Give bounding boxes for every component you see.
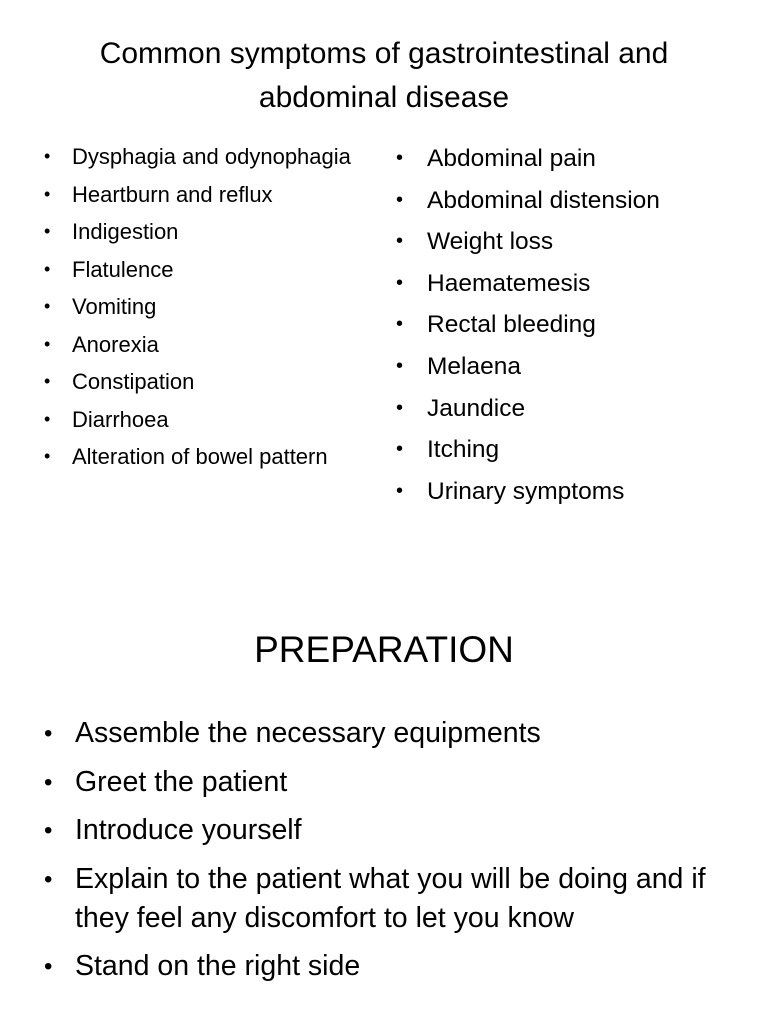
list-item-label: Itching xyxy=(427,436,500,464)
list-item-label: Alteration of bowel pattern xyxy=(72,444,328,469)
list-item xyxy=(44,254,374,285)
list-item-label: Vomiting xyxy=(72,294,157,319)
bullet-icon: • xyxy=(44,953,53,980)
bullet-icon: • xyxy=(396,271,404,294)
bullet-icon: • xyxy=(44,183,51,204)
list-item xyxy=(44,441,374,472)
list-item xyxy=(44,366,374,397)
bullet-icon: • xyxy=(44,296,51,316)
preparation-list xyxy=(44,714,734,996)
list-item xyxy=(44,714,734,753)
bullet-icon: • xyxy=(396,313,404,336)
list-item xyxy=(396,142,756,175)
bullet-icon: • xyxy=(396,479,404,502)
list-item-label: Assemble the necessary equipments xyxy=(75,717,541,749)
list-item xyxy=(396,433,756,466)
symptom-list-right xyxy=(396,142,756,516)
bullet-icon: • xyxy=(44,720,53,747)
list-item-label: Jaundice xyxy=(427,394,526,422)
slide-title: Common symptoms of gastrointestinal and abdominal disease xyxy=(99,37,669,114)
bullet-icon: • xyxy=(44,221,51,241)
list-item xyxy=(396,350,756,383)
list-item-label: Weight loss xyxy=(427,228,554,256)
list-item xyxy=(396,475,756,508)
bullet-icon: • xyxy=(44,446,51,466)
list-item-label: Haematemesis xyxy=(427,269,591,297)
bullet-icon: • xyxy=(396,230,404,253)
list-item xyxy=(44,947,734,986)
list-item-label: Greet the patient xyxy=(75,765,288,798)
bullet-icon: • xyxy=(44,817,53,844)
list-item-label: Explain to the patient what you will be doing and if they feel any discomfort to let you know xyxy=(75,862,706,934)
bullet-icon: • xyxy=(44,768,53,796)
list-item-label: Flatulence xyxy=(72,256,174,282)
bullet-icon: • xyxy=(396,188,404,211)
list-item-label: Indigestion xyxy=(72,219,179,244)
list-item-label: Rectal bleeding xyxy=(427,311,596,339)
bullet-icon: • xyxy=(396,396,404,419)
list-item xyxy=(44,291,374,322)
list-item-label: Anorexia xyxy=(72,331,159,357)
bullet-icon: • xyxy=(44,865,53,893)
list-item xyxy=(396,392,756,425)
list-item-label: Stand on the right side xyxy=(75,950,361,982)
list-item-label: Abdominal pain xyxy=(427,145,596,172)
list-item xyxy=(44,329,374,360)
list-item-label: Heartburn and reflux xyxy=(72,181,273,207)
list-item xyxy=(396,308,756,341)
bullet-icon: • xyxy=(396,438,404,461)
slide-title: PREPARATION xyxy=(254,629,514,670)
list-item xyxy=(44,404,374,435)
list-item xyxy=(44,860,734,938)
bullet-icon: • xyxy=(396,147,404,169)
list-item xyxy=(44,763,734,802)
list-item-label: Constipation xyxy=(72,369,195,394)
list-item xyxy=(396,184,756,217)
symptom-list-left xyxy=(44,141,374,479)
bullet-icon: • xyxy=(44,333,51,354)
list-item-label: Abdominal distension xyxy=(427,186,660,214)
list-item xyxy=(44,179,374,210)
bullet-icon: • xyxy=(396,354,404,377)
list-item xyxy=(396,225,756,258)
list-item-label: Melaena xyxy=(427,352,521,380)
bullet-icon: • xyxy=(44,258,51,279)
list-item-label: Dysphagia and odynophagia xyxy=(72,144,351,169)
list-item-label: Diarrhoea xyxy=(72,406,169,432)
bullet-icon: • xyxy=(44,408,51,429)
bullet-icon: • xyxy=(44,371,51,391)
list-item xyxy=(44,141,374,172)
list-item xyxy=(44,216,374,247)
slide-preparation xyxy=(0,600,768,1024)
list-item-label: Introduce yourself xyxy=(75,814,302,846)
list-item-label: Urinary symptoms xyxy=(427,477,625,505)
bullet-icon: • xyxy=(44,146,51,166)
list-item xyxy=(44,811,734,850)
list-item xyxy=(396,267,756,300)
